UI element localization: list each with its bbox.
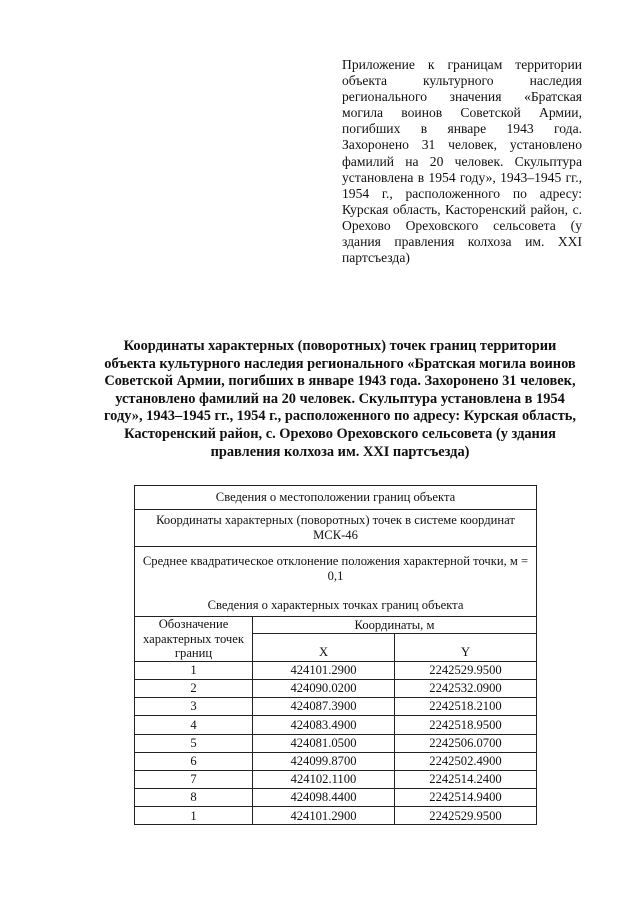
table-header-row	[135, 547, 537, 617]
point-cell: 3	[135, 698, 253, 716]
table-row	[135, 698, 537, 716]
y-cell: 2242502.4900	[395, 752, 537, 770]
table-row	[135, 807, 537, 825]
y-cell: 2242529.9500	[395, 661, 537, 679]
point-cell: 7	[135, 770, 253, 788]
table-row	[135, 679, 537, 697]
y-cell: 2242514.9400	[395, 789, 537, 807]
point-cell: 1	[135, 661, 253, 679]
table-row	[135, 752, 537, 770]
point-cell: 4	[135, 716, 253, 734]
point-cell: 1	[135, 807, 253, 825]
points-info-text: Сведения о характерных точках границ объекта	[207, 598, 464, 613]
point-cell: 2	[135, 679, 253, 697]
table-row	[135, 716, 537, 734]
point-cell: 6	[135, 752, 253, 770]
point-header-cell: Обозначение характерных точек границ	[135, 617, 253, 662]
y-cell: 2242518.2100	[395, 698, 537, 716]
boundary-coordinates-table	[134, 485, 537, 825]
point-cell: 5	[135, 734, 253, 752]
x-cell: 424087.3900	[253, 698, 395, 716]
location-info-cell: Сведения о местоположении границ объекта	[135, 486, 537, 510]
x-cell: 424101.2900	[253, 807, 395, 825]
y-cell: 2242529.9500	[395, 807, 537, 825]
x-header-cell: X	[253, 634, 395, 662]
y-cell: 2242506.0700	[395, 734, 537, 752]
x-cell: 424098.4400	[253, 789, 395, 807]
x-cell: 424099.8700	[253, 752, 395, 770]
y-cell: 2242532.0900	[395, 679, 537, 697]
column-header-row	[135, 617, 537, 634]
deviation-cell	[135, 547, 537, 617]
appendix-note: Приложение к границам территории объекта культурного наследия регионального значения «Братская могила воинов Советской Армии, погибших в январе 1943 года. Захоронено 31 человек, установлено фамилий на 20 человек. Скульптура установлена в 1954 году», 1943–1945 гг., 1954 г., расположенного по адресу: Курская область, Касторенский район, с. Орехово Ореховского сельсовета (у здания правления колхоза им. XXI партсъезда)	[342, 57, 582, 266]
table-header-row	[135, 486, 537, 510]
table-row	[135, 734, 537, 752]
table-row	[135, 770, 537, 788]
table-row	[135, 789, 537, 807]
table-header-row	[135, 510, 537, 547]
y-cell: 2242518.9500	[395, 716, 537, 734]
coords-header-cell: Координаты, м	[253, 617, 537, 634]
x-cell: 424102.1100	[253, 770, 395, 788]
y-header-cell: Y	[395, 634, 537, 662]
y-cell: 2242514.2400	[395, 770, 537, 788]
x-cell: 424101.2900	[253, 661, 395, 679]
x-cell: 424081.0500	[253, 734, 395, 752]
point-cell: 8	[135, 789, 253, 807]
x-cell: 424090.0200	[253, 679, 395, 697]
table-row	[135, 661, 537, 679]
deviation-text: Среднее квадратическое отклонение положения характерной точки, м = 0,1	[142, 554, 529, 583]
document-title: Координаты характерных (поворотных) точек границ территории объекта культурного наследия регионального «Братская могила воинов Советской Армии, погибших в январе 1943 года. Захоронено 31 человек, установлено фамилий на 20 человек. Скульптура установлена в 1954 году», 1943–1945 гг., 1954 г., расположенного по адресу: Курская область, Касторенский район, с. Орехово Ореховского сельсовета (у здания правления колхоза им. XXI партсъезда)	[103, 338, 577, 460]
coord-system-cell: Координаты характерных (поворотных) точек в системе координат МСК-46	[135, 510, 537, 547]
x-cell: 424083.4900	[253, 716, 395, 734]
